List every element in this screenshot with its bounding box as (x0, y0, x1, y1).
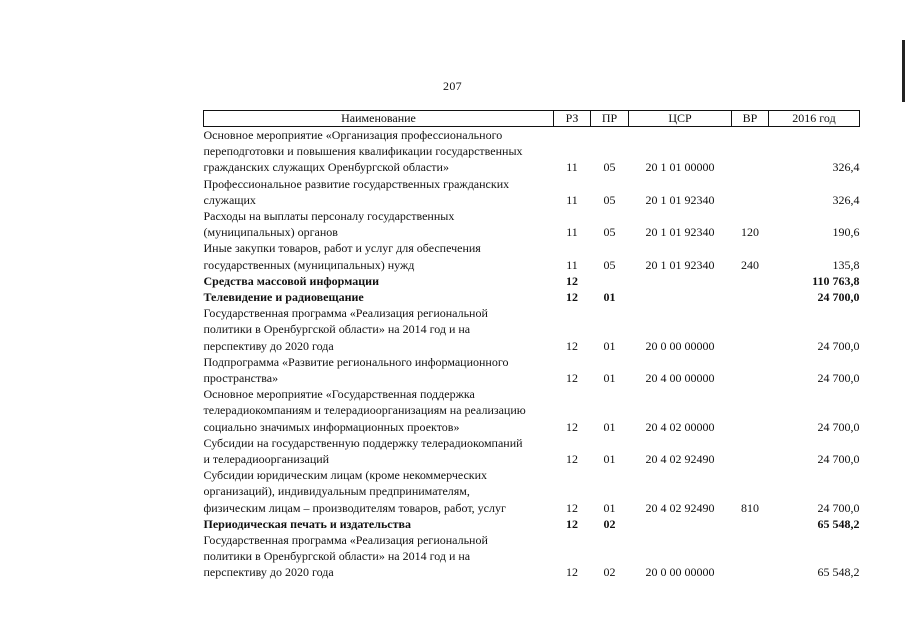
row-name-line: Государственная программа «Реализация региональной (203, 533, 488, 548)
row-vr (732, 354, 769, 386)
row-name-line: гражданских служащих Оренбургской области» (203, 160, 449, 175)
row-name (204, 176, 554, 208)
row-sum: 110 763,8 (812, 273, 860, 288)
row-name-line: государственных (муниципальных) нужд (203, 257, 415, 272)
header-year: 2016 год (769, 111, 860, 127)
row-name-line: Профессиональное развитие государственных гражданских (203, 176, 510, 191)
row-pr: 02 (603, 565, 616, 580)
row-name-line: Подпрограмма «Развитие регионального информационного (203, 354, 509, 369)
row-pr: 01 (603, 371, 616, 386)
row-sum: 24 700,0 (817, 338, 860, 353)
row-rz: 11 (566, 160, 578, 175)
header-rz: РЗ (554, 111, 591, 127)
table-row (204, 354, 860, 386)
header-csr: ЦСР (629, 111, 732, 127)
table-row (204, 516, 860, 532)
row-vr (732, 516, 769, 532)
row-sum: 24 700,0 (817, 290, 860, 305)
row-csr: 20 4 02 00000 (645, 419, 715, 434)
table-row (204, 273, 860, 289)
row-name (204, 532, 554, 581)
row-csr: 20 4 00 00000 (645, 371, 715, 386)
row-sum: 326,4 (832, 192, 860, 207)
row-csr: 20 1 01 92340 (645, 192, 715, 207)
row-vr (732, 176, 769, 208)
row-name-line: Основное мероприятие «Организация профессионального (203, 128, 503, 142)
row-csr: 20 4 02 92490 (645, 452, 715, 467)
table-row (204, 305, 860, 354)
row-name-line: служащих (203, 192, 256, 207)
row-name-line: политики в Оренбургской области» на 2014 год и на (203, 549, 471, 564)
row-name-line: физическим лицам – производителям товаров, работ, услуг (203, 500, 506, 515)
table-row (204, 386, 860, 435)
row-rz: 12 (566, 419, 578, 434)
row-name-line: Телевидение и радиовещание (203, 290, 364, 305)
row-name (204, 467, 554, 516)
row-sum: 24 700,0 (817, 371, 860, 386)
header-name: Наименование (204, 111, 554, 127)
table-row (204, 208, 860, 240)
row-name-line: перспективу до 2020 года (203, 565, 334, 580)
row-name-line: пространства» (203, 371, 279, 386)
row-pr: 01 (603, 290, 616, 305)
row-pr: 01 (603, 419, 616, 434)
row-name (204, 127, 554, 176)
header-pr: ПР (591, 111, 629, 127)
row-name (204, 435, 554, 467)
row-sum: 326,4 (832, 160, 860, 175)
row-name-line: Иные закупки товаров, работ и услуг для обеспечения (203, 241, 481, 256)
row-rz: 12 (566, 338, 578, 353)
row-vr (732, 435, 769, 467)
row-csr: 20 0 00 00000 (645, 565, 715, 580)
table-row (204, 176, 860, 208)
row-pr: 05 (603, 257, 616, 272)
row-pr: 02 (603, 516, 616, 531)
row-name-line: политики в Оренбургской области» на 2014 год и на (203, 322, 471, 337)
row-rz: 11 (566, 257, 578, 272)
row-name-line: Основное мероприятие «Государственная поддержка (203, 387, 475, 402)
row-name (204, 516, 554, 532)
row-sum: 65 548,2 (817, 516, 860, 531)
row-csr (629, 289, 732, 305)
row-rz: 12 (566, 452, 578, 467)
table-row (204, 240, 860, 272)
row-name (204, 273, 554, 289)
row-vr (732, 127, 769, 176)
row-name (204, 289, 554, 305)
row-vr: 810 (741, 500, 759, 515)
row-rz: 12 (566, 371, 578, 386)
row-csr (629, 516, 732, 532)
row-rz: 11 (566, 225, 578, 240)
row-rz: 12 (566, 516, 578, 531)
row-sum: 24 700,0 (817, 419, 860, 434)
row-pr: 05 (603, 225, 616, 240)
table-row (204, 289, 860, 305)
row-rz: 12 (566, 565, 578, 580)
row-name-line: Средства массовой информации (203, 273, 379, 288)
row-pr: 01 (603, 500, 616, 515)
row-csr: 20 4 02 92490 (645, 500, 715, 515)
row-name-line: телерадиокомпаниям и телерадиоорганизациям на реализацию (203, 403, 526, 418)
row-name-line: перспективу до 2020 года (203, 338, 334, 353)
row-name-line: переподготовки и повышения квалификации государственных (203, 144, 523, 159)
row-name (204, 354, 554, 386)
row-pr: 05 (603, 192, 616, 207)
header-vr: ВР (732, 111, 769, 127)
row-vr (732, 532, 769, 581)
row-rz: 12 (566, 290, 578, 305)
row-csr: 20 0 00 00000 (645, 338, 715, 353)
table-row (204, 127, 860, 176)
row-name (204, 240, 554, 272)
row-vr (732, 305, 769, 354)
row-name-line: Расходы на выплаты персоналу государственных (203, 209, 455, 224)
row-name-line: и телерадиоорганизаций (203, 452, 330, 467)
table-row (204, 532, 860, 581)
row-rz: 11 (566, 192, 578, 207)
table-header (204, 111, 860, 127)
row-csr: 20 1 01 92340 (645, 257, 715, 272)
row-name-line: (муниципальных) органов (203, 225, 338, 240)
row-vr (732, 289, 769, 305)
row-vr: 240 (741, 257, 759, 272)
budget-table (203, 110, 860, 581)
page-number: 207 (443, 79, 462, 93)
row-name-line: Государственная программа «Реализация региональной (203, 306, 488, 321)
row-sum: 24 700,0 (817, 500, 860, 515)
row-name-line: социально значимых информационных проектов» (203, 419, 460, 434)
row-vr (732, 273, 769, 289)
row-rz: 12 (566, 500, 578, 515)
table-row (204, 435, 860, 467)
row-sum: 190,6 (832, 225, 860, 240)
row-pr: 05 (603, 160, 616, 175)
row-vr: 120 (741, 225, 759, 240)
row-pr: 01 (603, 338, 616, 353)
row-csr: 20 1 01 92340 (645, 225, 715, 240)
row-csr (629, 273, 732, 289)
row-name-line: организаций), индивидуальным предпринимателям, (203, 484, 470, 499)
row-name-line: Субсидии на государственную поддержку телерадиокомпаний (203, 435, 523, 450)
row-pr: 01 (603, 452, 616, 467)
row-name-line: Субсидии юридическим лицам (кроме некоммерческих (203, 468, 488, 483)
row-sum: 135,8 (832, 257, 860, 272)
table-row (204, 467, 860, 516)
row-name (204, 305, 554, 354)
row-vr (732, 386, 769, 435)
table-body (204, 127, 860, 581)
row-sum: 65 548,2 (817, 565, 860, 580)
row-name (204, 386, 554, 435)
row-name-line: Периодическая печать и издательства (203, 516, 412, 531)
row-csr: 20 1 01 00000 (645, 160, 715, 175)
row-pr (591, 273, 629, 289)
row-sum: 24 700,0 (817, 452, 860, 467)
row-name (204, 208, 554, 240)
row-rz: 12 (566, 273, 578, 288)
